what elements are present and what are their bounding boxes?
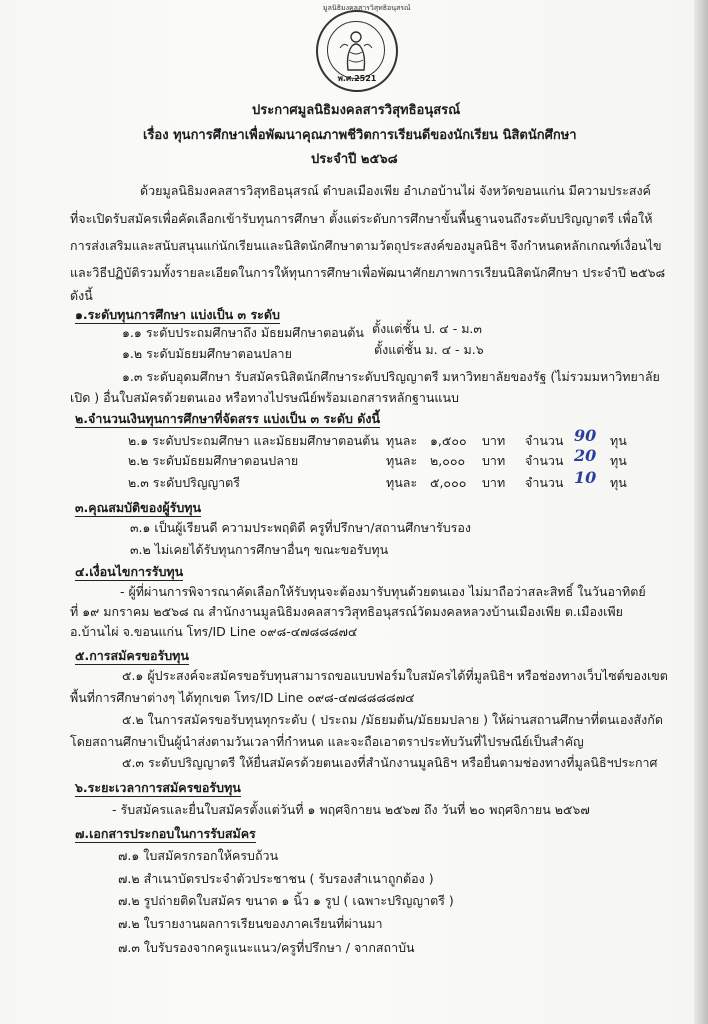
s3-item-2: ๓.๒ ไม่เคยได้รับทุนการศึกษาอื่นๆ ขณะขอรับทุน — [130, 542, 389, 557]
s2-row-1-unit: บาท — [482, 433, 506, 448]
intro-line-1: ด้วยมูลนิธิมงคลสารวิสุทธิอนุสรณ์ ตำบลเมืองเพีย อำเภอบ้านไผ่ จังหวัดขอนแก่น มีความประสงค์ — [140, 183, 651, 198]
s1-item-1-range: ตั้งแต่ชั้น ป. ๔ - ม.๓ — [372, 321, 482, 336]
s2-row-3-level: ๒.๓ ระดับปริญญาตรี — [128, 475, 241, 490]
s5-item-1-line-1: ๕.๑ ผู้ประสงค์จะสมัครขอรับทุนสามารถขอแบบฟอร์มใบสมัครได้ที่มูลนิธิฯ หรือช่องทางเว็บไซต์ของเขต — [122, 668, 668, 683]
section-7-title: ๗.เอกสารประกอบในการรับสมัคร — [75, 826, 256, 841]
s3-item-1: ๓.๑ เป็นผู้เรียนดี ความประพฤติดี ครูที่ปรึกษา/สถานศึกษารับรอง — [130, 520, 471, 535]
intro-line-3: การส่งเสริมและสนับสนุนแก่นักเรียนและนิสิตนักศึกษาตามวัตถุประสงค์ของมูลนิธิฯ จึงกำหนดหลักเกณฑ์เงื่อนไข — [70, 238, 662, 253]
section-2-title: ๒.จำนวนเงินทุนการศึกษาที่จัดสรร แบ่งเป็น ๓ ระดับ ดังนี้ — [75, 411, 380, 426]
s5-item-3: ๕.๓ ระดับปริญญาตรี ให้ยื่นสมัครด้วยตนเองที่สำนักงานมูลนิธิฯ หรือยื่นตามช่องทางที่มูลนิธิฯประกาศ — [122, 755, 658, 770]
s2-row-3-unit: บาท — [482, 475, 506, 490]
s2-row-3-amount: ๕,๐๐๐ — [430, 475, 467, 490]
s2-row-3-count: 10 — [574, 468, 597, 487]
s2-row-1-suffix: ทุน — [610, 433, 627, 448]
s2-row-2-suffix: ทุน — [610, 453, 627, 468]
s1-item-3-line-2: เปิด ) อื่นใบสมัครด้วยตนเอง หรือทางไปรษณีย์พร้อมเอกสารหลักฐานแนบ — [70, 390, 459, 405]
s2-row-1-amount: ๑,๕๐๐ — [430, 433, 467, 448]
section-3-title: ๓.คุณสมบัติของผู้รับทุน — [75, 500, 202, 515]
s2-row-3-suffix: ทุน — [610, 475, 627, 490]
s1-item-2: ๑.๒ ระดับมัธยมศึกษาตอนปลาย — [122, 346, 292, 361]
doc-title-line3: ประจำปี ๒๕๖๘ — [311, 152, 398, 167]
s4-line-3: อ.บ้านไผ่ จ.ขอนแก่น โทร/ID Line ๐๙๘-๔๗๘๘๘๗๔ — [70, 624, 358, 639]
s2-row-2-amount: ๒,๐๐๐ — [430, 453, 466, 468]
s5-item-2-line-2: โดยสถานศึกษาเป็นผู้นำส่งตามวันเวลาที่กำหนด และจะถือเอาตราประทับวันที่ไปรษณีย์เป็นสำคัญ — [70, 734, 584, 749]
section-4-title: ๔.เงื่อนไขการรับทุน — [75, 564, 184, 579]
s7-item-5: ๗.๓ ใบรับรองจากครูแนะแนว/ครูที่ปรึกษา / จากสถาบัน — [118, 940, 415, 955]
s2-row-2-count-label: จำนวน — [525, 453, 564, 468]
intro-line-4: และวิธีปฏิบัติรวมทั้งรายละเอียดในการให้ทุนการศึกษาเพื่อพัฒนาศักยภาพการเรียนนิสิตนักศึกษา ประจำปี ๒๕๖๘ — [70, 265, 666, 280]
seal-inner-ring — [327, 21, 385, 79]
s2-row-1-count-label: จำนวน — [525, 433, 564, 448]
s7-item-1: ๗.๑ ใบสมัครกรอกให้ครบถ้วน — [118, 848, 279, 863]
s7-item-3: ๗.๒ รูปถ่ายติดใบสมัคร ขนาด ๑ นิ้ว ๑ รูป ( เฉพาะปริญญาตรี ) — [118, 893, 454, 908]
s1-item-1: ๑.๑ ระดับประถมศึกษาถึง มัธยมศึกษาตอนต้น — [122, 325, 364, 340]
s2-row-1-count: 90 — [574, 426, 597, 445]
seal-ring-text: มูลนิธิมงคลสารวิสุทธิอนุสรณ์ — [323, 4, 411, 12]
foundation-seal — [316, 10, 398, 92]
s2-row-3-per: ทุนละ — [386, 475, 418, 490]
page-edge-shadow — [694, 0, 708, 1024]
section-5-title: ๕.การสมัครขอรับทุน — [75, 648, 189, 663]
intro-line-2: ที่จะเปิดรับสมัครเพื่อคัดเลือกเข้ารับทุนการศึกษา ตั้งแต่ระดับการศึกษาขั้นพื้นฐานจนถึงระดับปริญญาตรี เพื่อให้ — [70, 211, 653, 226]
s7-item-2: ๗.๒ สำเนาบัตรประจำตัวประชาชน ( รับรองสำเนาถูกต้อง ) — [118, 871, 434, 886]
s4-line-2: ที่ ๑๙ มกราคม ๒๕๖๘ ณ สำนักงานมูลนิธิมงคลสารวิสุทธิอนุสรณ์วัดมงคลหลวงบ้านเมืองเพีย ต.เมืองเพีย — [70, 604, 623, 619]
s2-row-2-level: ๒.๒ ระดับมัธยมศึกษาตอนปลาย — [128, 453, 299, 468]
doc-title-line2: เรื่อง ทุนการศึกษาเพื่อพัฒนาคุณภาพชีวิตการเรียนดีของนักเรียน นิสิตนักศึกษา — [143, 128, 577, 143]
seal-year: พ.ศ.2521 — [337, 74, 377, 83]
section-6-title: ๖.ระยะเวลาการสมัครขอรับทุน — [75, 780, 241, 795]
s6-line-1: - รับสมัครและยื่นใบสมัครตั้งแต่วันที่ ๑ พฤศจิกายน ๒๕๖๗ ถึง วันที่ ๒๐ พฤศจิกายน ๒๕๖๗ — [112, 802, 590, 817]
intro-line-5: ดังนี้ — [70, 288, 93, 303]
s4-line-1: - ผู้ที่ผ่านการพิจารณาคัดเลือกให้รับทุนจะต้องมารับทุนด้วยตนเอง ไม่มาถือว่าสละสิทธิ์ ในวันอาทิตย์ — [120, 584, 646, 599]
doc-title-line1: ประกาศมูลนิธิมงคลสารวิสุทธิอนุสรณ์ — [252, 103, 461, 118]
section-1-title: ๑.ระดับทุนการศึกษา แบ่งเป็น ๓ ระดับ — [75, 307, 280, 322]
s2-row-2-per: ทุนละ — [386, 453, 418, 468]
s2-row-2-unit: บาท — [482, 453, 506, 468]
s2-row-2-count: 20 — [574, 446, 597, 465]
s1-item-2-range: ตั้งแต่ชั้น ม. ๔ - ม.๖ — [374, 342, 484, 357]
s2-row-3-count-label: จำนวน — [525, 475, 564, 490]
seal-emblem-icon — [328, 22, 384, 78]
s1-item-3-line-1: ๑.๓ ระดับอุดมศึกษา รับสมัครนิสิตนักศึกษาระดับปริญญาตรี มหาวิทยาลัยของรัฐ (ไม่รวมมหาวิทยาลัย — [122, 369, 660, 384]
s2-row-1-level: ๒.๑ ระดับประถมศึกษา และมัธยมศึกษาตอนต้น — [128, 433, 379, 448]
s5-item-2-line-1: ๕.๒ ในการสมัครขอรับทุนทุกระดับ ( ประถม /มัธยมต้น/มัธยมปลาย ) ให้ผ่านสถานศึกษาที่ตนเองสังกัด — [122, 712, 663, 727]
s7-item-4: ๗.๒ ใบรายงานผลการเรียนของภาคเรียนที่ผ่านมา — [118, 916, 383, 931]
s2-row-1-per: ทุนละ — [386, 433, 418, 448]
s5-item-1-line-2: พื้นที่การศึกษาต่างๆ ได้ทุกเขต โทร/ID Line ๐๙๘-๔๗๘๘๘๘๗๔ — [70, 690, 415, 705]
